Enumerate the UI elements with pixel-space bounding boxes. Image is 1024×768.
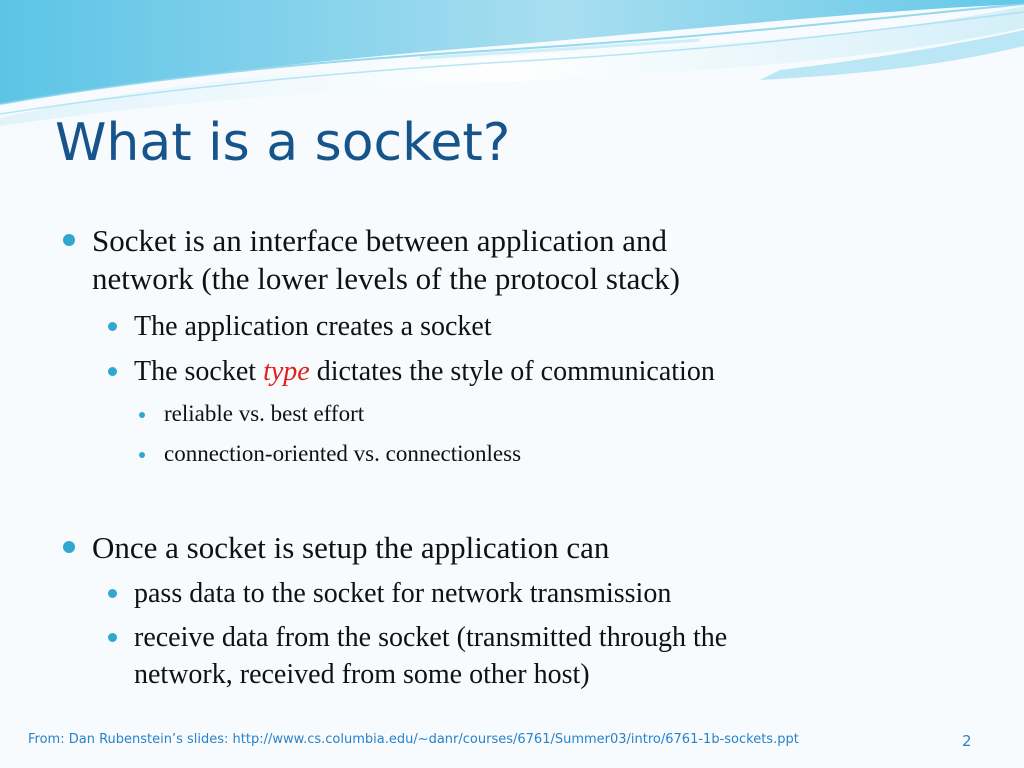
bullet-icon: [139, 452, 145, 458]
sub-bullet-text: pass data to the socket for network transmission: [134, 578, 672, 609]
bullet-text-line: network (the lower levels of the protocol stack): [92, 261, 680, 296]
sub-bullet-text: The application creates a socket: [134, 311, 492, 342]
bullet-icon: [108, 633, 117, 642]
bullet-icon: [108, 589, 117, 598]
bullet-icon: [63, 541, 75, 553]
emphasis-text: type: [263, 356, 310, 387]
page-number: 2: [962, 732, 972, 750]
sub-bullet-suffix: dictates the style of communication: [309, 356, 715, 387]
bullet-text-line: Socket is an interface between application and: [92, 223, 667, 258]
bullet-icon: [108, 322, 117, 331]
sub-bullet-prefix: The socket: [134, 356, 264, 387]
sub-sub-bullet-text: reliable vs. best effort: [164, 401, 365, 426]
bullet-icon: [108, 367, 117, 376]
sub-bullet-text-line: receive data from the socket (transmitted through the: [134, 622, 728, 653]
source-footer: From: Dan Rubenstein’s slides: http://www.cs.columbia.edu/~danr/courses/6761/Summer03/intro/6761-1b-sockets.ppt: [28, 732, 799, 747]
bullet-text-line: Once a socket is setup the application can: [92, 530, 610, 565]
bullet-icon: [139, 412, 145, 418]
slide-title: What is a socket?: [55, 113, 511, 173]
bullet-icon: [63, 234, 75, 246]
sub-bullet-text-line: network, received from some other host): [134, 659, 590, 690]
sub-bullet-text: [134, 354, 715, 390]
sub-sub-bullet-text: connection-oriented vs. connectionless: [164, 441, 522, 466]
